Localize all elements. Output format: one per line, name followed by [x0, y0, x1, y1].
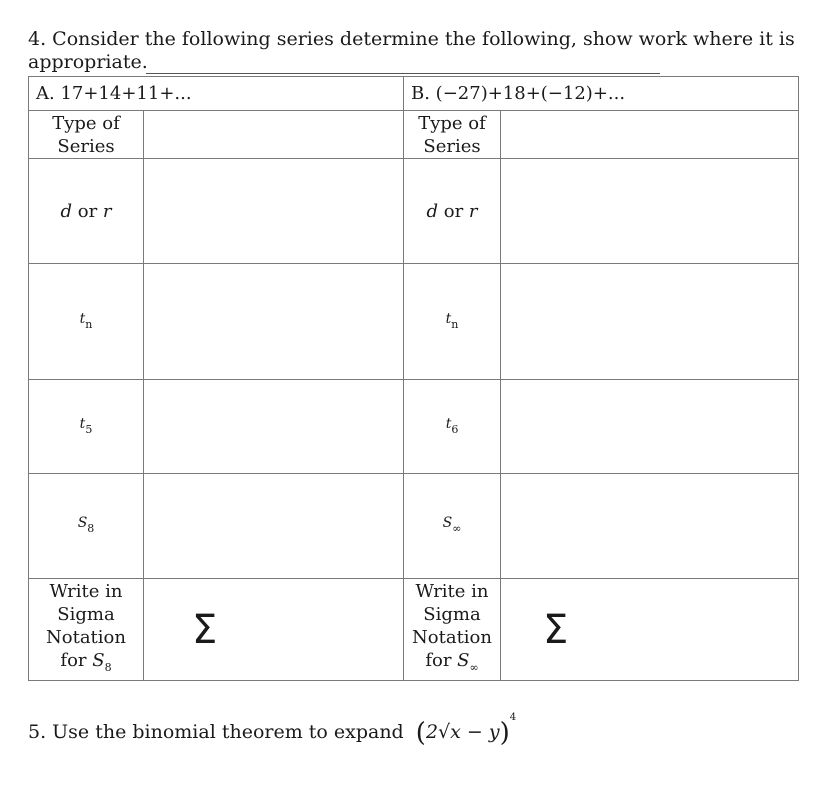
sigma-label-line-3: Notation — [412, 627, 492, 648]
term-row — [29, 380, 799, 474]
n-subscript: n — [85, 317, 93, 331]
series-b-d-or-r-label — [404, 159, 501, 264]
series-b-d-or-r-answer[interactable] — [501, 159, 799, 264]
series-b-t6-answer[interactable] — [501, 380, 799, 474]
infinity-subscript: ∞ — [469, 661, 479, 674]
d-symbol: d — [426, 200, 439, 222]
subscript-5: 5 — [85, 422, 93, 436]
or-text: or — [72, 200, 103, 222]
exponent: 4 — [509, 712, 517, 723]
series-a-s8-label — [29, 474, 144, 579]
subscript-8: 8 — [104, 661, 112, 674]
close-paren: ) — [499, 718, 510, 748]
subscript-6: 6 — [451, 422, 459, 436]
infinity-subscript: ∞ — [452, 522, 462, 535]
series-b-sigma-answer[interactable] — [501, 579, 799, 681]
r-symbol: r — [468, 200, 478, 222]
type-label-line-1: Type of — [418, 112, 486, 134]
series-a-type-label — [29, 111, 144, 159]
question-5-prompt — [28, 712, 516, 748]
type-label-line-2: Series — [57, 135, 115, 157]
question-4-prompt — [28, 28, 795, 74]
series-a-type-answer[interactable] — [144, 111, 404, 159]
series-b-tn-answer[interactable] — [501, 264, 799, 380]
question-4-line-1: 4. Consider the following series determine the following, show work where it is — [28, 28, 795, 50]
sigma-label-line-2: Sigma — [423, 604, 481, 625]
type-of-series-row — [29, 111, 799, 159]
sigma-label-line-2: Sigma — [57, 604, 115, 625]
t-symbol: t — [445, 310, 452, 327]
tn-row — [29, 264, 799, 380]
series-b-sinf-label — [404, 474, 501, 579]
series-a-sigma-label — [29, 579, 144, 681]
question-5-text: 5. Use the binomial theorem to expand — [28, 721, 404, 743]
sum-row — [29, 474, 799, 579]
series-b-tn-label — [404, 264, 501, 380]
divider-line — [146, 73, 660, 74]
question-4-line-2: appropriate. — [28, 51, 148, 73]
subscript-8: 8 — [87, 522, 95, 535]
t-symbol: t — [445, 415, 452, 432]
open-paren: ( — [415, 718, 426, 748]
r-symbol: r — [102, 200, 112, 222]
series-b-type-answer[interactable] — [501, 111, 799, 159]
series-a-sigma-answer[interactable] — [144, 579, 404, 681]
type-label-line-2: Series — [423, 135, 481, 157]
series-worksheet-table — [28, 76, 799, 681]
sigma-icon: Σ — [192, 606, 218, 653]
series-b-header: B. (−27)+18+(−12)+... — [404, 77, 799, 111]
sigma-notation-row — [29, 579, 799, 681]
series-b-type-label — [404, 111, 501, 159]
sigma-label-line-3: Notation — [46, 627, 126, 648]
type-label-line-1: Type of — [52, 112, 120, 134]
sigma-label-line-1: Write in — [415, 581, 489, 602]
t-symbol: t — [79, 310, 86, 327]
sigma-label-line-1: Write in — [49, 581, 123, 602]
series-a-s8-answer[interactable] — [144, 474, 404, 579]
s-symbol: S — [442, 515, 453, 531]
t-symbol: t — [79, 415, 86, 432]
s-symbol: S — [457, 650, 470, 671]
expression-body: 2√x − y — [425, 721, 500, 743]
s-symbol: S — [92, 650, 105, 671]
d-or-r-row — [29, 159, 799, 264]
series-b-sigma-label — [404, 579, 501, 681]
series-header-row — [29, 77, 799, 111]
sigma-icon: Σ — [543, 606, 569, 653]
or-text: or — [438, 200, 469, 222]
series-a-t5-answer[interactable] — [144, 380, 404, 474]
series-a-d-or-r-answer[interactable] — [144, 159, 404, 264]
n-subscript: n — [451, 317, 459, 331]
series-a-t5-label — [29, 380, 144, 474]
series-a-header: A. 17+14+11+... — [29, 77, 404, 111]
series-b-t6-label — [404, 380, 501, 474]
series-a-d-or-r-label — [29, 159, 144, 264]
series-b-sinf-answer[interactable] — [501, 474, 799, 579]
binomial-expression — [415, 712, 517, 748]
series-a-tn-label — [29, 264, 144, 380]
sigma-label-for: for — [60, 650, 93, 671]
series-a-tn-answer[interactable] — [144, 264, 404, 380]
sigma-label-for: for — [425, 650, 458, 671]
s-symbol: S — [77, 515, 88, 531]
d-symbol: d — [60, 200, 73, 222]
